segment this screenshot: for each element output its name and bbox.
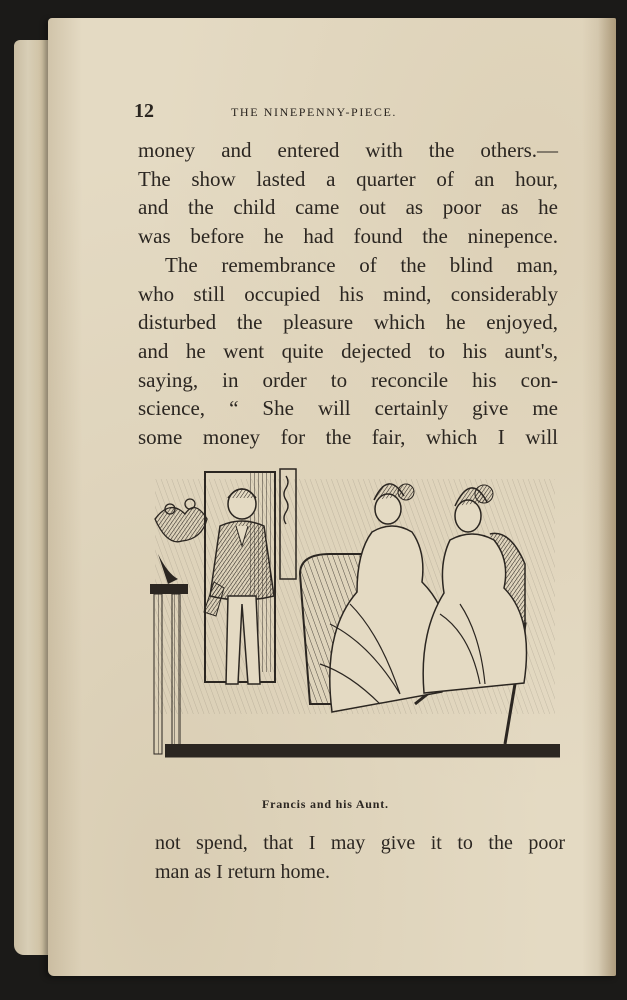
text-line: The remembrance of the blind man, [165,252,558,277]
text-line: saying, in order to reconcile his con- [138,367,558,392]
illustration-caption: Francis and his Aunt. [262,797,389,811]
page-number: 12 [134,100,154,122]
page-header [86,100,556,130]
continued-text [155,829,565,887]
text-line: and he went quite dejected to his aunt's, [138,338,558,363]
body-text [138,136,558,452]
text-line: science, “ She will certainly give me [138,396,558,421]
text-line: money and entered with the others.— [138,138,558,162]
text-line: and the child came out as poor as he [138,195,558,220]
text-line: who still occupied his mind, considerably [138,281,558,306]
text-line: not spend, that I may give it to the poor [155,832,565,854]
text-line: man as I return home. [155,861,330,883]
text-line: was before he had found the ninepence. [138,224,558,249]
page-spine-shadow [598,18,616,976]
text-line: The show lasted a quarter of an hour, [138,166,558,191]
engraving-illustration [150,464,560,766]
text-line: disturbed the pleasure which he enjoyed, [138,310,558,335]
floor-base [165,744,560,756]
text-line: some money for the fair, which I will [138,425,558,450]
running-title: THE NINEPENNY-PIECE. [231,105,397,119]
